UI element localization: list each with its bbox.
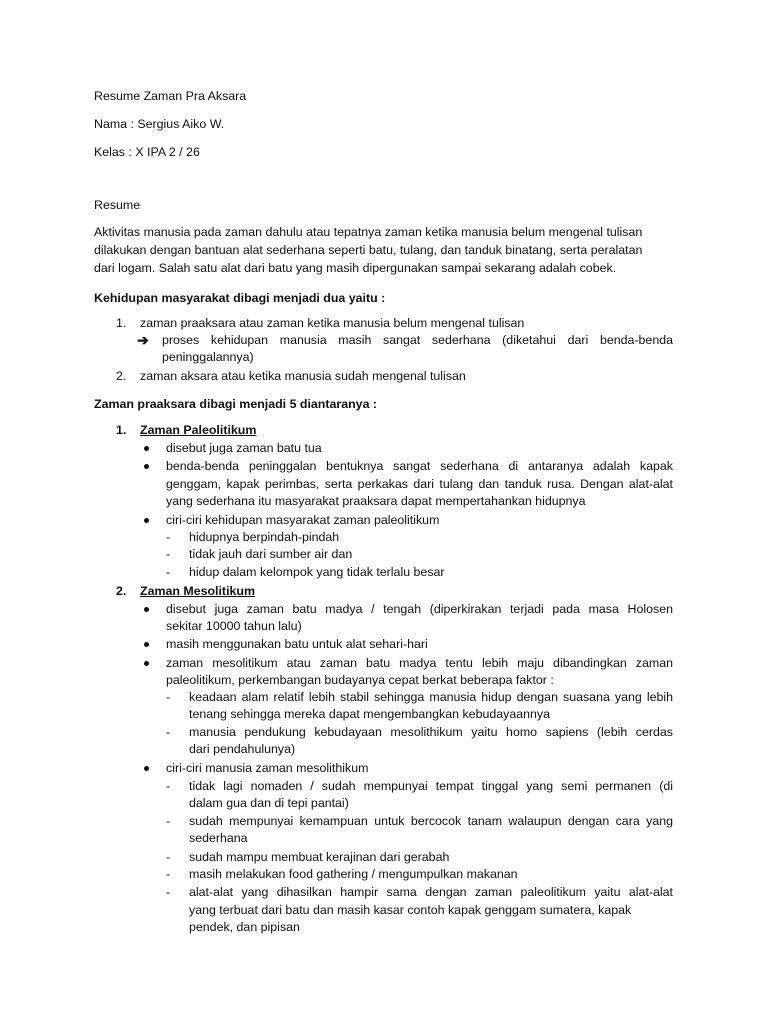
sub-list-item-line-2: sederhana <box>189 831 248 845</box>
intro-line-2: dilakukan dengan bantuan alat sederhana seperti batu, tulang, dan tanduk binatang, serta peralatan <box>94 243 643 257</box>
dash-icon: - <box>166 850 171 864</box>
list-number: 1. <box>116 423 127 437</box>
section-heading-praaksara: Zaman praaksara dibagi menjadi 5 diantaranya : <box>94 397 378 411</box>
intro-line-3: dari logam. Salah satu alat dari batu yang masih dipergunakan sampai sekarang adalah cobek. <box>94 261 617 275</box>
sub-item-line-2: peninggalannya) <box>162 350 254 364</box>
student-name: Nama : Sergius Aiko W. <box>94 117 225 131</box>
dash-icon: - <box>166 779 171 793</box>
list-item: ciri-ciri manusia zaman mesolithikum <box>166 761 369 775</box>
section-heading-kehidupan: Kehidupan masyarakat dibagi menjadi dua yaitu : <box>94 291 386 305</box>
list-item: ciri-ciri kehidupan masyarakat zaman paleolitikum <box>166 513 440 527</box>
list-item-line-3: yang sederhana itu masyarakat praaksara dapat mempertahankan hidupnya <box>166 494 586 508</box>
bullet-icon <box>144 661 149 666</box>
subheading-paleolitikum: Zaman Paleolitikum <box>140 423 257 437</box>
bullet-icon <box>144 464 149 469</box>
subheading-mesolitikum: Zaman Mesolitikum <box>140 584 255 598</box>
list-item-line-2: genggam, kapak perimbas, serta perkakas dari tulang dan tanduk rusa. Dengan alat-alat <box>166 476 673 491</box>
resume-heading: Resume <box>94 198 141 212</box>
sub-list-item: sudah mampu membuat kerajinan dari gerabah <box>189 850 450 864</box>
sub-list-item-line-1: sudah mempunyai kemampuan untuk bercocok tanam walaupun dengan cara yang <box>189 814 673 828</box>
sub-list-item-line-2: yang terbuat dari batu dan masih kasar contoh kapak genggam sumatera, kapak <box>189 903 632 917</box>
sub-item-line-1: proses kehidupan manusia masih sangat sederhana (diketahui dari benda-benda <box>162 333 673 347</box>
sub-list-item-line-3: pendek, dan pipisan <box>189 920 300 934</box>
sub-list-item: hidupnya berpindah-pindah <box>189 530 340 544</box>
dash-icon: - <box>166 814 171 828</box>
sub-list-item: hidup dalam kelompok yang tidak terlalu besar <box>189 565 445 579</box>
list-number: 2. <box>116 584 127 598</box>
bullet-icon <box>144 607 149 612</box>
list-item: masih menggunakan batu untuk alat sehari-hari <box>166 637 428 651</box>
dash-icon: - <box>166 530 171 544</box>
sub-list-item-line-2: tenang sehingga mereka dapat mengembangkan kebudayaannya <box>189 707 550 721</box>
sub-list-item-line-2: dari pendahulunya) <box>189 742 296 756</box>
bullet-icon <box>144 642 149 647</box>
list-item-aksara: zaman aksara atau ketika manusia sudah mengenal tulisan <box>140 369 466 383</box>
intro-line-1: Aktivitas manusia pada zaman dahulu atau tepatnya zaman ketika manusia belum mengenal tulisan <box>94 225 643 239</box>
list-item-line-2: paleolitikum, perkembangan budayanya cepat berkat beberapa faktor : <box>166 673 554 687</box>
dash-icon: - <box>166 867 171 881</box>
sub-list-item-line-1: manusia pendukung kebudayaan mesolithikum yaitu homo sapiens (lebih cerdas <box>189 725 673 739</box>
sub-list-item: tidak jauh dari sumber air dan <box>189 547 353 561</box>
dash-icon: - <box>166 547 171 561</box>
list-number: 1. <box>116 316 127 330</box>
sub-list-item-line-2: dalam gua dan di tepi pantai) <box>189 796 349 810</box>
dash-icon: - <box>166 885 171 899</box>
student-class: Kelas : X IPA 2 / 26 <box>94 145 200 159</box>
dash-icon: - <box>166 725 171 739</box>
document-title: Resume Zaman Pra Aksara <box>94 89 247 103</box>
list-item-line-1: benda-benda peninggalan bentuknya sangat sederhana di antaranya adalah kapak <box>166 459 673 473</box>
list-item-praaksara: zaman praaksara atau zaman ketika manusia belum mengenal tulisan <box>140 316 525 330</box>
list-item-line-1: zaman mesolitikum atau zaman batu madya tentu lebih maju dibandingkan zaman <box>166 656 673 670</box>
list-number: 2. <box>116 369 127 383</box>
dash-icon: - <box>166 565 171 579</box>
bullet-icon <box>144 446 149 451</box>
sub-list-item-line-1: keadaan alam relatif lebih stabil sehingga manusia hidup dengan suasana yang lebih <box>189 690 673 704</box>
list-item-line-2: sekitar 10000 tahun lalu) <box>166 619 302 633</box>
arrow-right-icon: ➔ <box>137 332 149 348</box>
sub-list-item: masih melakukan food gathering / mengumpulkan makanan <box>189 867 518 881</box>
bullet-icon <box>144 518 149 523</box>
bullet-icon <box>144 766 149 771</box>
dash-icon: - <box>166 690 171 704</box>
list-item-line-1: disebut juga zaman batu madya / tengah (diperkirakan terjadi pada masa Holosen <box>166 602 673 616</box>
sub-list-item-line-1: alat-alat yang dihasilkan hampir sama dengan zaman paleolitikum yaitu alat-alat <box>189 885 673 899</box>
sub-list-item-line-1: tidak lagi nomaden / sudah mempunyai tempat tinggal yang semi permanen (di <box>189 779 673 793</box>
list-item: disebut juga zaman batu tua <box>166 441 322 455</box>
